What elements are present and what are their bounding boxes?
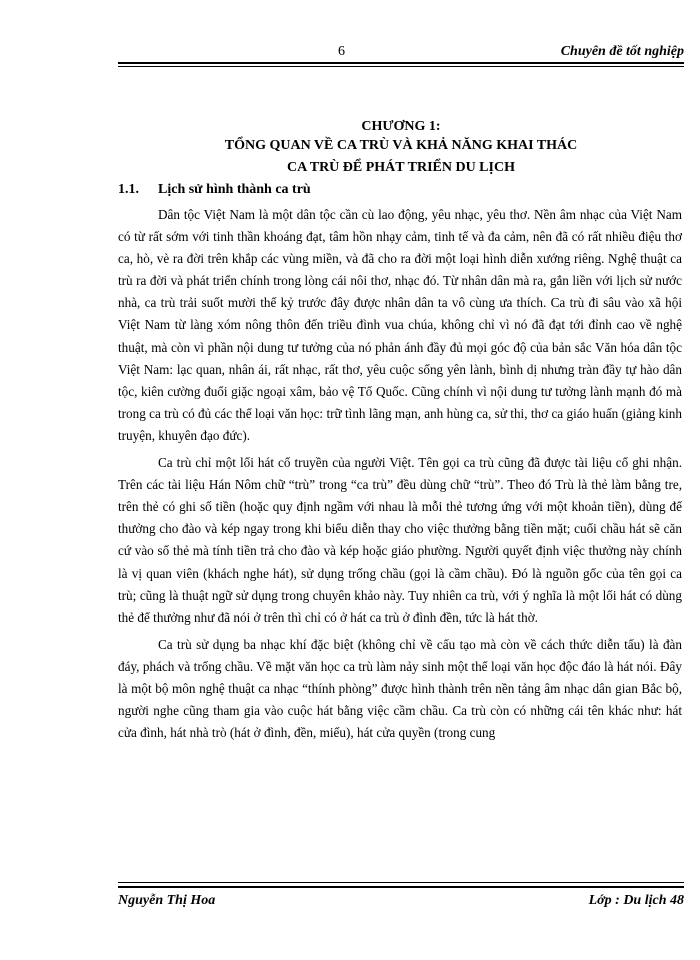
chapter-title-line2: CA TRÙ ĐỂ PHÁT TRIỂN DU LỊCH bbox=[287, 160, 515, 175]
footer-class: Lớp : Du lịch 48 bbox=[588, 893, 684, 908]
paragraph: Ca trù sử dụng ba nhạc khí đặc biệt (không chỉ về cấu tạo mà còn về cách thức diễn tấu) là đàn đáy, phách và trống chầu. Về mặt văn học ca trù làm nảy sinh một thể loại văn học độc đáo là hát nói. Đây là một bộ môn nghệ thuật ca nhạc “thính phòng” được hình thành trên nền tảng âm nhạc dân gian Bắc bộ, người nghe cũng tham gia vào cuộc hát bằng việc cầm chầu. Ca trù còn có những cái tên khác như: hát cửa đình, hát nhà trò (hát ở đình, đền, miếu), hát cửa quyền (trong cung bbox=[118, 636, 682, 741]
footer-divider bbox=[118, 886, 684, 888]
chapter-title-line1: TỔNG QUAN VỀ CA TRÙ VÀ KHẢ NĂNG KHAI THÁC bbox=[224, 138, 578, 153]
paragraph: Ca trù chỉ một lối hát cổ truyền của người Việt. Tên gọi ca trù cũng đã được tài liệu cổ ghi nhận. Trên các tài liệu Hán Nôm chữ “trù” trong “ca trù” đều dùng chữ “trù”. Theo đó Trù là thẻ làm bằng tre, trên thẻ có ghi số tiền (hoặc quy định ngầm với nhau là mỗi thẻ tương ứng với một khoản tiền), dùng để thưởng cho đào và kép ngay trong khi biểu diễn thay cho việc thưởng bằng tiền mặt; cuối chầu hát sẽ căn cứ vào số thẻ mà tính tiền trả cho đào và kép hoặc giáo phường. Người quyết định việc thưởng này chính là vị quan viên (khách nghe hát), sử dụng trống chầu (gọi là cầm chầu). Đó là nguồn gốc của tên gọi ca trù; cũng là thuật ngữ sử dụng trong chuyên khảo này. Tuy nhiên ca trù, với ý nghĩa là một lối hát có dùng thẻ để thưởng như đã nói ở trên thì chỉ có ở hát ca trù ở đình đền, tức là hát thờ. bbox=[118, 455, 682, 625]
section-number: 1.1. bbox=[118, 182, 139, 197]
footer-author: Nguyễn Thị Hoa bbox=[118, 893, 216, 908]
header-title: Chuyên đề tốt nghiệp bbox=[560, 44, 684, 59]
footer-divider-thin bbox=[118, 882, 684, 883]
page-number: 6 bbox=[338, 44, 345, 59]
section-heading bbox=[118, 182, 684, 198]
chapter-label: CHƯƠNG 1: bbox=[361, 119, 441, 134]
header-divider-thin bbox=[118, 66, 684, 67]
body-text bbox=[118, 204, 682, 749]
header-divider bbox=[118, 62, 684, 64]
paragraph: Dân tộc Việt Nam là một dân tộc cần cù lao động, yêu nhạc, yêu thơ. Nền âm nhạc của Việt Nam có từ rất sớm với tinh thần khoáng đạt, tâm hồn nhạy cảm, tinh tế và đa cảm, nên đã có rất nhiều điệu thơ ca, hò, vè ra đời trên khắp các vùng miền, và đã cho ra đời một loại hình diễn xướng riêng. Nghệ thuật ca trù ra đời và phát triển chính trong lòng cái nôi thơ, nhạc đó. Từ nhân dân mà ra, gắn liền với lịch sử nước nhà, ca trù trải suốt mười thế kỷ trước đây được nhân dân ta vô cùng ưa thích. Ca trù đi sâu vào xã hội Việt Nam từ làng xóm nông thôn đến triều đình vua chúa, không chỉ vì nó đã đạt tới đỉnh cao về nghệ thuật, mà còn vì phần nội dung tư tưởng của nó phản ánh đầy đủ mọi góc độ của bản sắc Văn hóa dân tộc Việt Nam: lạc quan, nhân ái, rất nhạc, rất thơ, yêu cuộc sống yên lành, bình dị nhưng tràn đầy tự hào dân tộc, kiên cường đuổi giặc ngoại xâm, bảo vệ Tổ Quốc. Cũng chính vì nội dung tư tưởng lành mạnh đó mà trong ca trù có đủ các thể loại văn học: trữ tình lãng mạn, anh hùng ca, sử thi, thơ ca giáo huấn (giảng kinh truyện, khuyên đạo đức). bbox=[118, 207, 682, 443]
section-title: Lịch sử hình thành ca trù bbox=[158, 182, 311, 197]
